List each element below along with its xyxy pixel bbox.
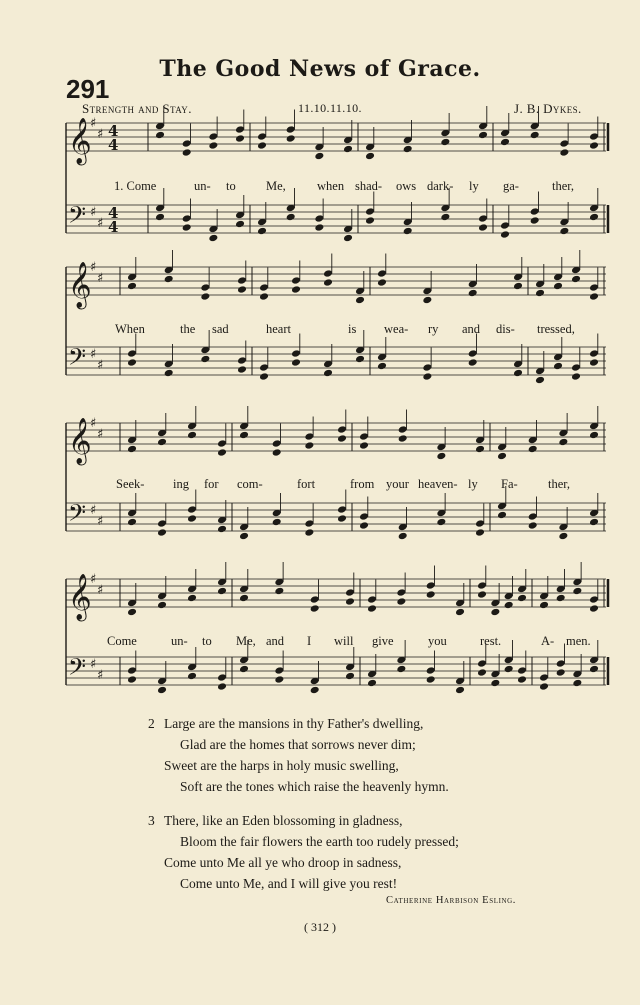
note-head — [403, 227, 413, 236]
note-head — [164, 369, 174, 378]
sharp-sign: ♯ — [90, 572, 97, 587]
lyric-syllable: and — [462, 322, 481, 336]
note-head — [237, 365, 247, 374]
note-head — [127, 608, 137, 617]
lyric-syllable: 1. Come — [114, 179, 157, 193]
treble-clef: 𝄞 — [68, 118, 92, 164]
note-head — [314, 223, 324, 232]
note-head — [426, 675, 436, 684]
note-head — [217, 525, 227, 534]
note-head — [517, 594, 527, 603]
note-head — [157, 438, 167, 447]
note-head — [182, 223, 192, 232]
note-head — [367, 604, 377, 613]
treble-clef: 𝄞 — [68, 262, 92, 308]
key-signature — [90, 205, 103, 231]
note-head — [535, 376, 545, 385]
note-head — [286, 213, 296, 222]
hymn-number: 291 — [66, 74, 110, 104]
lyric-syllable: dis- — [496, 322, 515, 336]
sharp-sign: ♯ — [90, 347, 97, 362]
note-head — [559, 227, 569, 236]
note-head — [517, 675, 527, 684]
verse-line: Large are the mansions in thy Father's dwelling, — [164, 716, 424, 731]
bass-clef: 𝄢 — [68, 201, 87, 234]
note-head — [359, 441, 369, 450]
note-head — [556, 668, 566, 677]
note-head — [200, 292, 210, 301]
note-head — [589, 604, 599, 613]
time-signature-top: 4 — [108, 204, 119, 222]
note-head — [323, 278, 333, 287]
time-signature-top: 4 — [108, 122, 119, 140]
verse-number: 2 — [148, 716, 155, 731]
note-head — [345, 597, 355, 606]
note-head — [589, 292, 599, 301]
note-head — [539, 682, 549, 691]
note-head — [217, 587, 227, 596]
note-head — [539, 601, 549, 610]
note-head — [155, 131, 165, 140]
lyric-syllable: heaven- — [418, 477, 458, 491]
note-head — [235, 220, 245, 229]
note-head — [589, 213, 599, 222]
lyric-syllable: shad- — [355, 179, 383, 193]
lyric-syllable: is — [348, 322, 357, 336]
note-head — [477, 590, 487, 599]
note-head — [187, 594, 197, 603]
note-head — [422, 372, 432, 381]
note-head — [440, 213, 450, 222]
note-head — [259, 372, 269, 381]
note-head — [239, 532, 249, 541]
key-signature — [90, 572, 103, 598]
note-head — [217, 448, 227, 457]
sharp-sign: ♯ — [97, 668, 104, 683]
verse-line: There, like an Eden blossoming in gladness, — [164, 813, 403, 828]
note-head — [497, 511, 507, 520]
note-head — [365, 216, 375, 225]
meter: 11.10.11.10. — [298, 101, 362, 115]
lyric-syllable: ther, — [548, 477, 571, 491]
note-head — [259, 292, 269, 301]
note-head — [367, 679, 377, 688]
note-head — [396, 665, 406, 674]
note-head — [589, 141, 599, 150]
note-head — [291, 285, 301, 294]
note-head — [553, 282, 563, 291]
sharp-sign: ♯ — [97, 583, 104, 598]
lyric-syllable: ry — [428, 322, 439, 336]
sharp-sign: ♯ — [97, 216, 104, 231]
note-head — [571, 372, 581, 381]
note-head — [455, 608, 465, 617]
bass-clef: 𝄢 — [68, 343, 87, 376]
note-head — [455, 686, 465, 695]
note-head — [422, 296, 432, 305]
verse-line: Soft are the tones which raise the heavenly hymn. — [180, 779, 449, 794]
note-head — [257, 141, 267, 150]
note-head — [200, 355, 210, 364]
note-head — [359, 521, 369, 530]
sharp-sign: ♯ — [97, 127, 104, 142]
note-head — [157, 601, 167, 610]
note-head — [187, 672, 197, 681]
note-head — [530, 131, 540, 140]
time-signature-bottom: 4 — [108, 136, 119, 154]
key-signature — [90, 503, 103, 529]
lyric-syllable: will — [334, 634, 354, 648]
note-head — [337, 434, 347, 443]
lyric-syllable: and — [266, 634, 285, 648]
lyric-syllable: give — [372, 634, 394, 648]
note-head — [475, 528, 485, 537]
lyric-syllable: when — [317, 179, 345, 193]
sharp-sign: ♯ — [97, 358, 104, 373]
verse-line: Come unto Me, and I will give you rest! — [180, 876, 398, 891]
note-head — [528, 521, 538, 530]
note-head — [589, 518, 599, 527]
verse-line: Bloom the fair flowers the earth too rudely pressed; — [180, 834, 459, 849]
verse-number: 3 — [148, 813, 155, 828]
note-head — [323, 369, 333, 378]
note-head — [239, 594, 249, 603]
note-head — [436, 452, 446, 461]
note-head — [500, 138, 510, 147]
verse-line: Come unto Me all ye who droop in sadness, — [164, 855, 402, 870]
sharp-sign: ♯ — [90, 260, 97, 275]
note-head — [164, 275, 174, 284]
note-head — [314, 152, 324, 161]
note-head — [478, 131, 488, 140]
composer: J. B. Dykes. — [514, 101, 582, 116]
author-credit: Catherine Harbison Esling. — [386, 895, 517, 906]
lyric-syllable: Come — [107, 634, 137, 648]
note-head — [504, 601, 514, 610]
note-head — [310, 686, 320, 695]
note-head — [403, 145, 413, 154]
sharp-sign: ♯ — [90, 657, 97, 672]
note-head — [272, 448, 282, 457]
lyric-syllable: ing — [173, 477, 189, 491]
lyric-syllable: sad — [212, 322, 229, 336]
note-head — [355, 296, 365, 305]
note-head — [208, 234, 218, 243]
note-head — [500, 230, 510, 239]
key-signature — [90, 416, 103, 442]
tune-name: Strength and Stay. — [82, 101, 192, 116]
lyric-syllable: Seek- — [116, 477, 145, 491]
note-head — [274, 587, 284, 596]
note-head — [157, 528, 167, 537]
lyric-syllable: com- — [237, 477, 263, 491]
lyric-syllable: to — [202, 634, 212, 648]
note-head — [127, 518, 137, 527]
note-head — [396, 597, 406, 606]
lyric-syllable: dark- — [427, 179, 454, 193]
treble-clef: 𝄞 — [68, 418, 92, 464]
lyric-syllable: men. — [566, 634, 591, 648]
note-head — [182, 148, 192, 157]
note-head — [589, 431, 599, 440]
hymn-title: The Good News of Grace. — [159, 56, 481, 82]
verse-line: Sweet are the harps in holy music swelling, — [164, 758, 399, 773]
lyric-syllable: Fa- — [501, 477, 518, 491]
lyric-syllable: the — [180, 322, 196, 336]
note-head — [559, 148, 569, 157]
lyric-syllable: un- — [194, 179, 211, 193]
lyric-syllable: you — [428, 634, 447, 648]
lyric-syllable: rest. — [480, 634, 502, 648]
lyric-syllable: ows — [396, 179, 417, 193]
note-head — [239, 665, 249, 674]
sharp-sign: ♯ — [90, 416, 97, 431]
note-head — [343, 234, 353, 243]
lyric-syllable: I — [307, 634, 312, 648]
time-signature-bottom: 4 — [108, 218, 119, 236]
note-head — [187, 514, 197, 523]
note-head — [475, 445, 485, 454]
note-head — [513, 282, 523, 291]
note-head — [398, 434, 408, 443]
verse-line: Glad are the homes that sorrows never dim; — [180, 737, 416, 752]
lyric-syllable: wea- — [384, 322, 409, 336]
lyric-syllable: heart — [266, 322, 291, 336]
note-head — [272, 518, 282, 527]
note-head — [343, 145, 353, 154]
note-head — [572, 679, 582, 688]
note-head — [208, 141, 218, 150]
sharp-sign: ♯ — [97, 427, 104, 442]
note-head — [127, 445, 137, 454]
lyric-syllable: ly — [469, 179, 479, 193]
bass-clef: 𝄢 — [68, 653, 87, 686]
note-head — [337, 514, 347, 523]
note-head — [217, 682, 227, 691]
note-head — [377, 278, 387, 287]
note-head — [556, 594, 566, 603]
sharp-sign: ♯ — [97, 514, 104, 529]
note-head — [504, 665, 514, 674]
key-signature — [90, 260, 103, 286]
lyric-syllable: your — [386, 477, 409, 491]
lyric-syllable: ga- — [503, 179, 519, 193]
note-head — [310, 604, 320, 613]
note-head — [127, 358, 137, 367]
page-number: ( 312 ) — [304, 920, 336, 934]
note-head — [274, 675, 284, 684]
note-head — [398, 532, 408, 541]
note-head — [558, 438, 568, 447]
note-head — [257, 227, 267, 236]
note-head — [365, 152, 375, 161]
lyric-syllable: When — [115, 322, 145, 336]
note-head — [291, 358, 301, 367]
note-head — [187, 431, 197, 440]
note-head — [528, 445, 538, 454]
lyric-syllable: tressed, — [537, 322, 575, 336]
sharp-sign: ♯ — [90, 116, 97, 131]
lyric-syllable: Me, — [236, 634, 256, 648]
note-head — [426, 590, 436, 599]
note-head — [377, 362, 387, 371]
note-head — [589, 358, 599, 367]
note-head — [558, 532, 568, 541]
note-head — [490, 679, 500, 688]
lyric-syllable: fort — [297, 477, 316, 491]
sharp-sign: ♯ — [90, 205, 97, 220]
note-head — [345, 672, 355, 681]
note-head — [572, 587, 582, 596]
note-head — [286, 134, 296, 143]
note-head — [589, 665, 599, 674]
note-head — [304, 528, 314, 537]
note-head — [235, 134, 245, 143]
note-head — [355, 355, 365, 364]
note-head — [535, 289, 545, 298]
lyric-syllable: to — [226, 179, 236, 193]
lyric-syllable: from — [350, 477, 375, 491]
treble-clef: 𝄞 — [68, 574, 92, 620]
note-head — [237, 285, 247, 294]
sharp-sign: ♯ — [90, 503, 97, 518]
note-head — [497, 452, 507, 461]
note-head — [490, 608, 500, 617]
note-head — [157, 686, 167, 695]
note-head — [553, 362, 563, 371]
note-head — [440, 138, 450, 147]
note-head — [127, 675, 137, 684]
key-signature — [90, 116, 103, 142]
note-head — [468, 289, 478, 298]
lyric-syllable: ther, — [552, 179, 575, 193]
note-head — [468, 358, 478, 367]
sharp-sign: ♯ — [97, 271, 104, 286]
note-head — [513, 369, 523, 378]
lyric-syllable: for — [204, 477, 219, 491]
lyric-syllable: ly — [468, 477, 478, 491]
lyric-syllable: A- — [541, 634, 555, 648]
lyric-syllable: Me, — [266, 179, 286, 193]
note-head — [478, 223, 488, 232]
key-signature — [90, 657, 103, 683]
note-head — [127, 282, 137, 291]
note-head — [571, 275, 581, 284]
note-head — [477, 668, 487, 677]
note-head — [155, 213, 165, 222]
note-head — [239, 431, 249, 440]
note-head — [304, 441, 314, 450]
note-head — [436, 518, 446, 527]
bass-clef: 𝄢 — [68, 499, 87, 532]
key-signature — [90, 347, 103, 373]
note-head — [530, 216, 540, 225]
lyric-syllable: un- — [171, 634, 188, 648]
